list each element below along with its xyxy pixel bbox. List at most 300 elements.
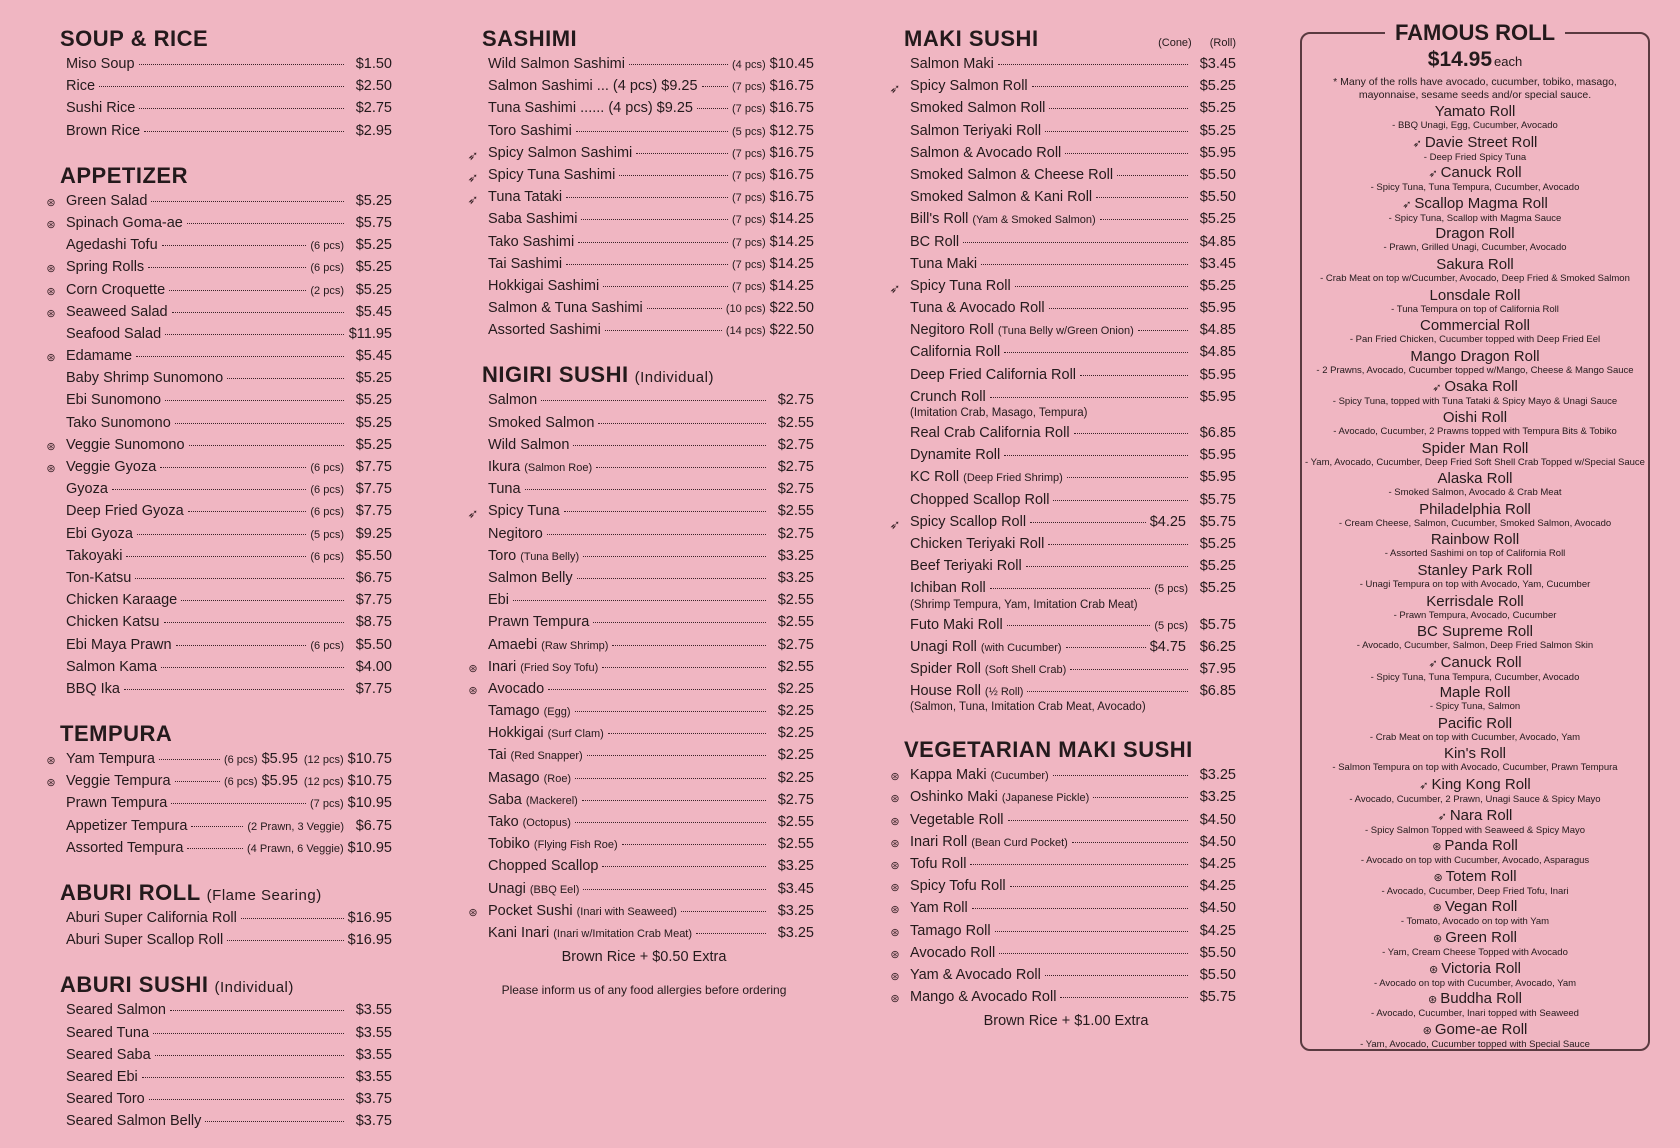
item-price: $5.25: [355, 392, 392, 409]
vegetarian-icon: ⊛: [46, 463, 56, 475]
item-price: $2.55: [777, 414, 814, 431]
dot-leader: [1065, 153, 1188, 154]
item-quantity-large: (12 pcs): [303, 776, 344, 789]
menu-item: [890, 833, 1236, 856]
dot-leader: [1138, 330, 1188, 331]
item-price: $2.55: [777, 503, 814, 520]
vegetarian-icon: ⊛: [46, 777, 56, 790]
item-name: Tako Sashimi: [488, 233, 575, 250]
item-price: $4.25: [1199, 922, 1236, 939]
dot-leader: [126, 556, 306, 557]
dot-leader: [139, 64, 344, 65]
item-price: $16.75: [769, 144, 814, 161]
item-price: $2.55: [777, 836, 814, 853]
item-price: $16.75: [769, 100, 814, 117]
item-name: Seared Toro: [66, 1091, 145, 1108]
menu-item: [896, 661, 1236, 683]
item-price: $4.00: [355, 658, 392, 675]
menu-item: [896, 389, 1236, 411]
spicy-icon: ➶: [889, 280, 901, 296]
menu-item: [52, 681, 392, 703]
item-price: $9.25: [355, 525, 392, 542]
famous-roll-item: [1302, 410, 1648, 441]
item-price: $3.25: [777, 569, 814, 586]
spicy-icon: ➶: [1428, 657, 1438, 670]
menu-item: [474, 792, 814, 814]
dot-leader: [547, 534, 766, 535]
item-quantity: (5 pcs): [732, 125, 766, 138]
menu-section: [52, 874, 392, 954]
roll-name-line: [1302, 318, 1648, 334]
item-quantity: (4 Prawn, 6 Veggie): [247, 842, 344, 855]
dot-leader: [608, 733, 766, 734]
famous-roll-title: FAMOUS ROLL: [1385, 20, 1565, 45]
menu-item: [52, 1113, 392, 1135]
spicy-icon: ➶: [1412, 137, 1422, 150]
famous-roll-item: [1302, 869, 1648, 900]
item-name: Tuna Tataki: [488, 189, 563, 206]
dot-leader: [1053, 500, 1188, 501]
item-price: $5.75: [355, 214, 392, 231]
item-name: Ton-Katsu: [66, 569, 132, 586]
famous-roll-price-unit: each: [1494, 54, 1523, 69]
roll-name-line: [1302, 349, 1648, 365]
dot-leader: [135, 578, 344, 579]
menu-column-1: [46, 20, 392, 1148]
menu-item: [467, 189, 814, 211]
item-price: $2.25: [777, 747, 814, 764]
item-description: (Bean Curd Pocket): [971, 836, 1068, 849]
item-subline: (Imitation Crab, Masago, Tempura): [910, 407, 1088, 419]
menu-item: [896, 367, 1236, 389]
dot-leader: [124, 689, 344, 690]
menu-item: [896, 344, 1236, 366]
menu-item: [896, 492, 1236, 514]
roll-name-line: [1302, 624, 1648, 640]
item-name: Miso Soup: [66, 56, 135, 72]
item-price: $3.55: [355, 1068, 392, 1085]
item-description: (Tuna Belly w/Green Onion): [997, 325, 1134, 338]
menu-item: [468, 680, 814, 703]
menu-item: [52, 1047, 392, 1069]
dot-leader: [149, 1099, 344, 1100]
menu-item: [474, 234, 814, 256]
roll-name: Dragon Roll: [1435, 225, 1515, 243]
item-name: Saba: [488, 791, 522, 808]
dot-leader: [1045, 131, 1188, 132]
dot-leader: [241, 918, 344, 919]
roll-description: - Prawn, Grilled Unagi, Cucumber, Avocado: [1383, 242, 1567, 254]
item-name: Negitoro Roll: [910, 322, 994, 339]
section-title: [60, 721, 172, 747]
roll-description: - Spicy Tuna, topped with Tuna Tataki & Spicy Mayo & Unagi Sauce: [1332, 396, 1618, 408]
item-price: $5.25: [1199, 580, 1236, 597]
dot-leader: [575, 822, 766, 823]
dot-leader: [1008, 820, 1188, 821]
item-name: Oshinko Maki: [910, 789, 998, 806]
menu-section: [52, 966, 392, 1135]
item-description: (Japanese Pickle): [1001, 792, 1090, 805]
spicy-icon: ➶: [467, 169, 479, 185]
section-title: [482, 362, 714, 388]
item-name: Spicy Tofu Roll: [910, 878, 1006, 895]
item-name: Deep Fried California Roll: [910, 366, 1077, 383]
item-name: Spider Roll: [910, 660, 981, 677]
menu-item: [52, 370, 392, 392]
roll-name-line: [1302, 808, 1648, 825]
item-name: Brown Rice: [66, 122, 141, 139]
famous-roll-item: [1302, 991, 1648, 1022]
item-name: Tako: [488, 814, 519, 830]
menu-item: [52, 100, 392, 122]
item-price: $5.25: [1199, 277, 1236, 294]
item-name: Appetizer Tempura: [66, 817, 188, 834]
menu-item: [474, 703, 814, 725]
famous-roll-item: [1302, 196, 1648, 227]
item-price: $5.25: [355, 281, 392, 298]
item-name: Seaweed Salad: [66, 303, 168, 320]
roll-description: - Crab Meat on top with Cucumber, Avocado, Yam: [1369, 731, 1581, 743]
item-description: (Cucumber): [990, 770, 1049, 783]
menu-item: [896, 683, 1236, 705]
item-price: $4.85: [1199, 322, 1236, 339]
item-name: Wild Salmon Sashimi: [488, 56, 625, 72]
menu-item: [896, 56, 1236, 78]
item-price: $5.25: [1199, 122, 1236, 139]
dot-leader: [963, 242, 1188, 243]
section-header: [52, 966, 392, 1002]
roll-description: - Unagi Tempura on top with Avocado, Yam, Cucumber: [1359, 578, 1591, 590]
menu-item: [46, 192, 392, 215]
roll-description: - Prawn Tempura, Avocado, Cucumber: [1393, 609, 1557, 621]
item-price: $6.75: [355, 817, 392, 834]
item-name: Tofu Roll: [910, 856, 967, 872]
dot-leader: [622, 844, 766, 845]
spicy-icon: ➶: [467, 147, 479, 163]
dot-leader: [525, 489, 766, 490]
item-price: $2.55: [777, 814, 814, 830]
roll-name: Maple Roll: [1439, 684, 1511, 702]
item-name: Prawn Tempura: [66, 795, 168, 812]
item-quantity: (5 pcs): [1154, 583, 1188, 596]
item-price: $2.75: [777, 791, 814, 808]
dot-leader: [598, 423, 766, 424]
item-price: $5.25: [355, 259, 392, 276]
section-title-text: APPETIZER: [60, 162, 188, 188]
dot-leader: [1060, 997, 1188, 998]
dot-leader: [187, 223, 344, 224]
roll-name-line: [1302, 563, 1648, 579]
dot-leader: [583, 889, 766, 890]
section-header: [896, 20, 1236, 56]
item-price: $7.75: [355, 459, 392, 475]
item-price: $2.50: [355, 78, 392, 95]
menu-item: [52, 392, 392, 414]
famous-roll-item: [1302, 563, 1648, 594]
item-price: $2.75: [777, 436, 814, 453]
item-description: (Soft Shell Crab): [984, 663, 1067, 676]
item-alt-price: $5.95: [261, 751, 298, 768]
dot-leader: [142, 1077, 344, 1078]
item-price: $5.25: [355, 436, 392, 453]
roll-description: - Yam, Cream Cheese Topped with Avocado: [1382, 947, 1568, 959]
roll-description: - Avocado, Cucumber, Deep Fried Tofu, Inari: [1381, 885, 1569, 897]
item-price: $2.75: [777, 392, 814, 409]
item-price: $2.75: [777, 525, 814, 542]
dot-leader: [602, 866, 766, 867]
menu-item: [896, 234, 1236, 256]
dot-leader: [1070, 669, 1188, 670]
item-quantity: (7 pcs): [310, 798, 344, 811]
size-label: (Cone): [1158, 37, 1192, 49]
item-price: $16.75: [769, 189, 814, 206]
roll-name: Oishi Roll: [1442, 408, 1508, 426]
roll-name: Vegan Roll: [1444, 898, 1518, 916]
item-description: (Flying Fish Roe): [533, 839, 618, 852]
item-price: $5.50: [1199, 966, 1236, 983]
vegetarian-icon: ⊛: [890, 771, 900, 784]
item-description: (Octopus): [522, 817, 571, 829]
item-name: Crunch Roll: [910, 388, 986, 405]
item-price: $14.25: [769, 255, 814, 272]
item-subline: (Shrimp Tempura, Yam, Imitation Crab Meat): [910, 598, 1138, 611]
item-price: $4.25: [1199, 878, 1236, 895]
dot-leader: [144, 131, 344, 132]
section-header: [474, 20, 814, 56]
dot-leader: [998, 64, 1188, 65]
item-name: Ebi Gyoza: [66, 525, 133, 542]
dot-leader: [161, 667, 344, 668]
item-description: (Deep Fried Shrimp): [963, 472, 1063, 485]
roll-description: - Spicy Tuna, Tuna Tempura, Cucumber, Avocado: [1370, 671, 1580, 683]
menu-item: [890, 989, 1236, 1011]
item-price: $5.25: [1199, 100, 1236, 117]
item-name: Spicy Tuna: [488, 503, 560, 520]
item-name: Yam Roll: [910, 900, 968, 917]
roll-name: Green Roll: [1445, 929, 1517, 947]
menu-item: [474, 836, 814, 858]
dot-leader: [566, 197, 728, 198]
dot-leader: [981, 264, 1188, 265]
spicy-icon: ➶: [1402, 198, 1412, 211]
menu-item: [467, 166, 814, 189]
item-name: Salmon Maki: [910, 56, 994, 72]
item-name: Hokkigai: [488, 725, 544, 742]
dot-leader: [575, 711, 767, 712]
item-price: $3.75: [355, 1091, 392, 1108]
item-name: Aburi Super Scallop Roll: [66, 932, 224, 949]
section-title-text: VEGETARIAN MAKI SUSHI: [904, 737, 1193, 763]
section-header: [474, 356, 814, 392]
item-name: Tamago: [488, 703, 540, 720]
roll-name-line: [1302, 655, 1648, 672]
menu-item: [474, 459, 814, 481]
item-quantity: (7 pcs): [732, 169, 766, 182]
roll-description: - Avocado, Cucumber, Inari topped with Seaweed: [1371, 1008, 1579, 1020]
famous-roll-item: [1302, 655, 1648, 686]
item-name: Tamago Roll: [910, 922, 991, 939]
dot-leader: [170, 1010, 344, 1011]
menu-item: [896, 123, 1236, 145]
roll-name-line: [1302, 991, 1648, 1008]
item-name: Mango & Avocado Roll: [910, 989, 1057, 1006]
item-quantity: (6 pcs): [310, 462, 344, 474]
dot-leader: [137, 534, 306, 535]
item-price: $7.75: [355, 592, 392, 609]
roll-name-line: [1302, 838, 1648, 855]
dot-leader: [702, 86, 728, 87]
item-price: $5.95: [1199, 366, 1236, 383]
item-name: Chicken Teriyaki Roll: [910, 535, 1045, 552]
item-quantity: (7 pcs): [732, 258, 766, 271]
item-name: BBQ Ika: [66, 680, 120, 697]
menu-item: [890, 944, 1236, 967]
item-price: $10.45: [769, 56, 814, 72]
menu-item: [52, 237, 392, 259]
famous-roll-title-wrap: [1302, 20, 1648, 46]
item-name: Corn Croquette: [66, 281, 166, 298]
dot-leader: [164, 622, 345, 623]
roll-name: Nara Roll: [1449, 806, 1513, 824]
dot-leader: [647, 308, 722, 309]
item-name: Ebi Sunomono: [66, 392, 162, 409]
item-name: Smoked Salmon & Cheese Roll: [910, 166, 1114, 183]
famous-roll-item: [1302, 716, 1648, 747]
item-name: Spicy Salmon Roll: [910, 78, 1028, 95]
menu-item: [474, 570, 814, 592]
section-title-text: ABURI SUSHI: [60, 972, 209, 998]
dot-leader: [99, 86, 344, 87]
roll-name: BC Supreme Roll: [1417, 623, 1533, 641]
item-price: $10.95: [347, 795, 392, 812]
item-name: Tai Sashimi: [488, 255, 563, 272]
menu-item: [474, 437, 814, 459]
section-title: [60, 26, 208, 52]
section-subtitle: (Flame Searing): [206, 887, 322, 904]
menu-item: [52, 910, 392, 932]
item-price: $2.55: [777, 658, 814, 675]
menu-item: [474, 637, 814, 659]
item-price: $5.50: [355, 547, 392, 564]
roll-description: - Yam, Avocado, Cucumber topped with Special Sauce: [1360, 1038, 1590, 1050]
dot-leader: [696, 933, 766, 934]
dot-leader: [136, 356, 344, 357]
item-name: Seared Ebi: [66, 1068, 138, 1085]
roll-description: - Avocado, Cucumber, Salmon, Deep Fried Salmon Skin: [1356, 640, 1594, 652]
item-price: $2.95: [355, 122, 392, 139]
item-price: $6.75: [355, 569, 392, 586]
famous-roll-item: [1302, 226, 1648, 257]
item-name: Salmon Belly: [488, 569, 573, 586]
vegetarian-icon: ⊛: [468, 906, 478, 919]
item-name: Tuna: [488, 481, 521, 498]
dot-leader: [151, 201, 344, 202]
dot-leader: [587, 755, 766, 756]
allergy-notice: Please inform us of any food allergies before ordering: [501, 983, 787, 998]
item-name: Salmon: [488, 392, 538, 409]
vegetarian-icon: ⊛: [468, 684, 478, 697]
dot-leader: [1048, 544, 1188, 545]
item-quantity: (2 Prawn, 3 Veggie): [247, 820, 344, 833]
item-price: $5.25: [1199, 558, 1236, 575]
dot-leader: [1015, 286, 1188, 287]
menu-item: [474, 123, 814, 145]
roll-description: - Pan Fried Chicken, Cucumber topped with Deep Fried Eel: [1349, 334, 1601, 346]
item-description: (Inari with Seaweed): [576, 905, 677, 918]
item-name: Dynamite Roll: [910, 447, 1001, 464]
item-quantity: (5 pcs): [310, 528, 344, 541]
roll-name: Pacific Roll: [1437, 714, 1513, 732]
menu-item: [52, 1002, 392, 1024]
item-name: Avocado: [488, 680, 545, 697]
roll-description: - Avocado, Cucumber, 2 Prawns topped with Tempura Bits & Tobiko: [1333, 425, 1617, 437]
vegetarian-icon: ⊛: [890, 926, 900, 939]
item-price: $5.50: [1199, 944, 1236, 961]
menu-item: [467, 144, 814, 167]
roll-name-line: [1302, 502, 1648, 518]
item-price: $12.75: [769, 122, 814, 139]
item-name: Yam Tempura: [66, 751, 155, 768]
item-price: $14.25: [769, 233, 814, 250]
roll-description: - Avocado, Cucumber, 2 Prawn, Unagi Sauce & Spicy Mayo: [1349, 794, 1601, 806]
dot-leader: [972, 908, 1188, 909]
item-price: $10.75: [347, 751, 392, 768]
vegetarian-icon: ⊛: [890, 815, 900, 828]
item-price: $4.85: [1199, 344, 1236, 361]
item-name: Saba Sashimi: [488, 211, 578, 228]
roll-name-line: [1302, 746, 1648, 762]
dot-leader: [513, 600, 766, 601]
dot-leader: [1026, 566, 1188, 567]
menu-item: [46, 303, 392, 326]
menu-item: [474, 747, 814, 769]
item-name: Spicy Tuna Roll: [910, 277, 1011, 294]
dot-leader: [1010, 886, 1188, 887]
item-name: Unagi Roll: [910, 638, 977, 655]
famous-roll-item: [1302, 746, 1648, 777]
item-name: Toro Sashimi: [488, 122, 572, 139]
roll-name: Victoria Roll: [1441, 959, 1521, 977]
item-name: Baby Shrimp Sunomono: [66, 370, 224, 387]
dot-leader: [541, 400, 766, 401]
menu-item: [474, 322, 814, 344]
item-name: California Roll: [910, 344, 1001, 361]
dot-leader: [160, 467, 306, 468]
famous-roll-note: * Many of the rolls have avocado, cucumber, tobiko, masago, mayonnaise, sesame seeds and/or special sauce.: [1333, 76, 1617, 101]
roll-name-line: [1302, 532, 1648, 548]
roll-name: Lonsdale Roll: [1429, 286, 1521, 304]
famous-roll-panel: [1300, 20, 1650, 1051]
item-name: Tobiko: [488, 836, 530, 853]
item-price: $5.25: [1199, 78, 1236, 95]
item-price: $5.25: [1199, 211, 1236, 228]
roll-name-line: [1302, 379, 1648, 396]
menu-item: [52, 795, 392, 817]
menu-item: [474, 256, 814, 278]
menu-item: [46, 281, 392, 304]
menu-item: [890, 789, 1236, 811]
menu-item: [474, 925, 814, 947]
item-description: (½ Roll): [984, 686, 1024, 699]
famous-roll-item: [1302, 441, 1648, 472]
section-title-text: TEMPURA: [60, 721, 173, 747]
menu-item: [890, 767, 1236, 789]
roll-name: Commercial Roll: [1419, 317, 1531, 335]
item-price: $5.50: [1199, 189, 1236, 206]
vegetarian-icon: ⊛: [46, 218, 56, 231]
dot-leader: [970, 864, 1188, 865]
menu-item: [474, 481, 814, 503]
